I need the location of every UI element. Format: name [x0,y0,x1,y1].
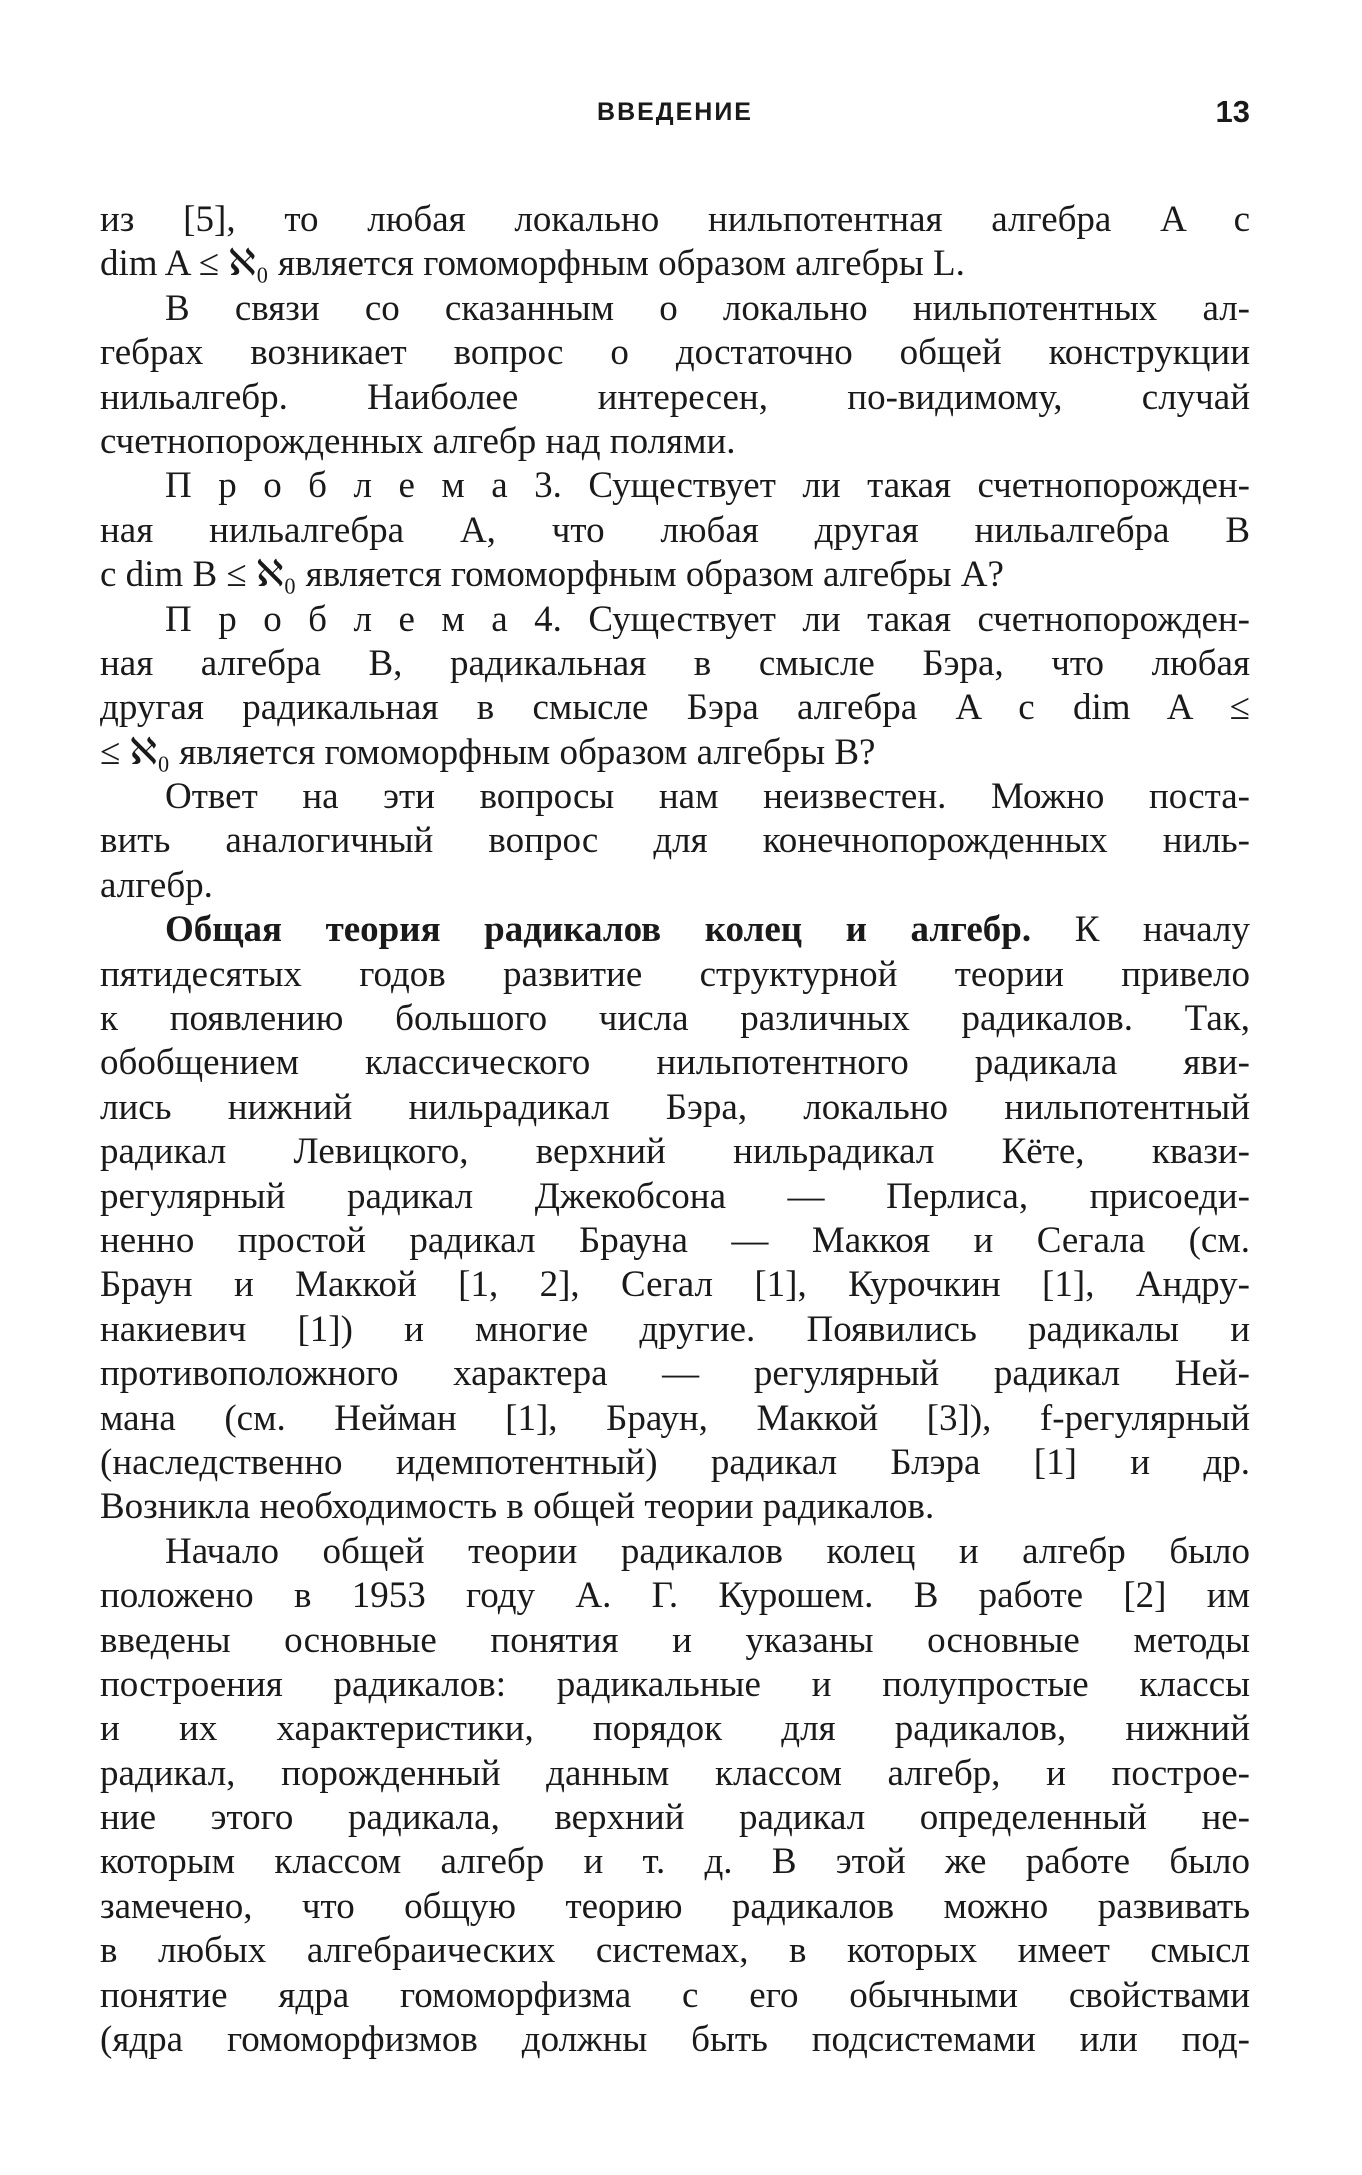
text-line: нильалгебр. Наиболее интересен, по-видимому, случай [100,376,1250,418]
text-line: В связи со сказанным о локально нильпотентных ал- [165,287,1250,329]
text-line: Возникла необходимость в общей теории радикалов. [100,1486,935,1528]
text-line: П р о б л е м а 4. Существует ли такая счетнопорожден- [165,598,1250,640]
text-line: алгебр. [100,864,213,906]
text-line [100,908,1250,952]
text-line: к появлению большого числа различных радикалов. Так, [100,998,1250,1040]
text-line: вить аналогичный вопрос для конечнопорожденных ниль- [100,820,1250,862]
text-line: которым классом алгебр и т. д. В этой же работе было [100,1841,1250,1883]
text-line: (ядра гомоморфизмов должны быть подсистемами или под- [100,2019,1250,2061]
running-head [100,94,1250,138]
text-line: с dim B ≤ ℵ₀ является гомоморфным образом алгебры A? [100,554,1004,596]
text-line: лись нижний нильрадикал Бэра, локально нильпотентный [100,1086,1250,1128]
text-line: П р о б л е м а 3. Существует ли такая счетнопорожден- [165,465,1250,507]
text-line: (наследственно идемпотентный) радикал Блэра [1] и др. [100,1441,1250,1483]
text-line: ная алгебра B, радикальная в смысле Бэра, что любая [100,642,1250,684]
text-line: построения радикалов: радикальные и полупростые классы [100,1663,1250,1705]
text-line: гебрах возникает вопрос о достаточно общей конструкции [100,332,1250,374]
text-line: радикал, порожденный данным классом алгебр, и построе- [100,1752,1250,1794]
text-line: ненно простой радикал Брауна — Маккоя и Сегала (см. [100,1219,1250,1261]
text-line: счетнопорожденных алгебр над полями. [100,420,736,462]
text-line: Ответ на эти вопросы нам неизвестен. Можно поста- [165,776,1250,818]
text-line: Браун и Маккой [1, 2], Сегал [1], Курочкин [1], Андру- [100,1264,1250,1306]
page-number: 13 [1215,94,1250,129]
text-line: ≤ ℵ₀ является гомоморфным образом алгебры B? [100,731,876,773]
text-line: dim A ≤ ℵ₀ является гомоморфным образом алгебры L. [100,243,965,285]
text-line: противоположного характера — регулярный радикал Ней- [100,1353,1250,1395]
text-line: из [5], то любая локально нильпотентная алгебра A с [100,199,1250,240]
text-line: радикал Левицкого, верхний нильрадикал Кёте, квази- [100,1131,1250,1173]
text-line: регулярный радикал Джекобсона — Перлиса, присоеди- [100,1175,1250,1217]
text-line: Начало общей теории радикалов колец и алгебр было [165,1530,1250,1572]
text-line: положено в 1953 году А. Г. Курошем. В работе [2] им [100,1575,1250,1617]
text-line: в любых алгебраических системах, в которых имеет смысл [100,1930,1250,1972]
text-line: мана (см. Нейман [1], Браун, Маккой [3]), f-регулярный [100,1397,1250,1439]
text-line: обобщением классического нильпотентного радикала яви- [100,1042,1250,1084]
text-line: накиевич [1]) и многие другие. Появились радикалы и [100,1308,1250,1350]
text-line: ная нильалгебра A, что любая другая нильалгебра B [100,509,1250,551]
body-text [100,198,1250,2062]
text-line: и их характеристики, порядок для радикалов, нижний [100,1708,1250,1750]
text-line: замечено, что общую теорию радикалов можно развивать [100,1885,1250,1927]
text-line: ние этого радикала, верхний радикал определенный не- [100,1797,1250,1839]
running-title: ВВЕДЕНИЕ [597,98,753,126]
section-heading-continuation: К началу [1031,909,1250,951]
text-line: пятидесятых годов развитие структурной теории привело [100,953,1250,995]
section-heading: Общая теория радикалов колец и алгебр. [165,909,1032,951]
text-line: другая радикальная в смысле Бэра алгебра A с dim A ≤ [100,687,1250,729]
text-line: введены основные понятия и указаны основные методы [100,1619,1250,1661]
text-line: понятие ядра гомоморфизма с его обычными свойствами [100,1974,1250,2016]
